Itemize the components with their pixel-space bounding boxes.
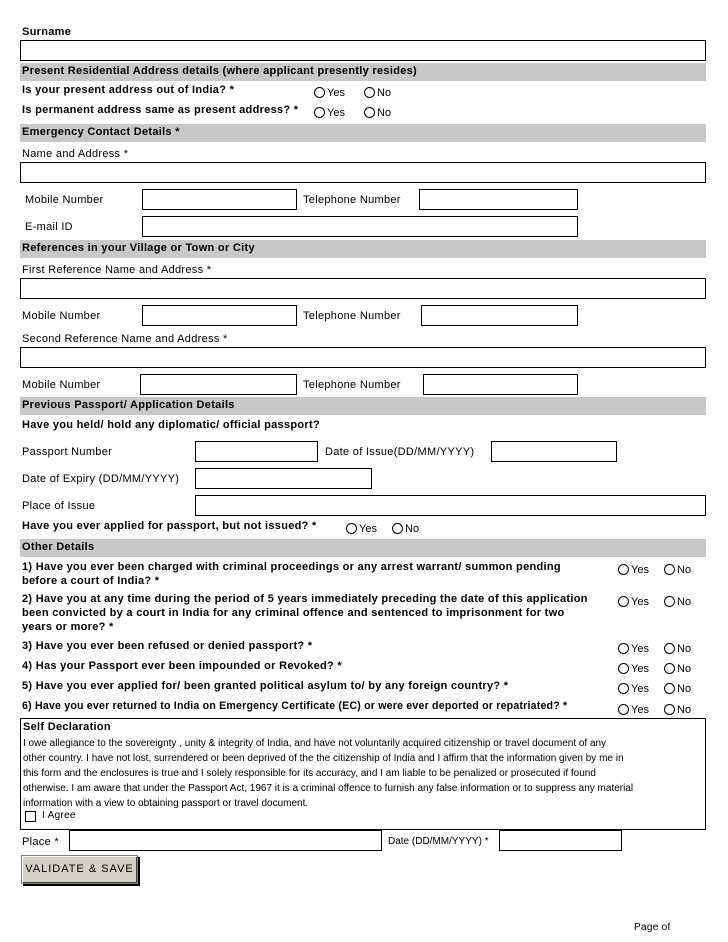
- agree-checkbox[interactable]: [25, 811, 36, 822]
- q2-yes-radio[interactable]: [618, 596, 629, 607]
- second-ref-mobile-label: Mobile Number: [22, 379, 101, 391]
- question-2-line1: 2) Have you at any time during the period of 5 years immediately preceding the date of this application: [22, 593, 588, 605]
- q1-no-label: No: [677, 564, 692, 576]
- question-1-line2: before a court of India? *: [22, 575, 160, 587]
- date-of-issue-field[interactable]: [491, 441, 617, 462]
- emergency-email-label: E-mail ID: [25, 221, 73, 233]
- out-of-india-no-label: No: [377, 87, 392, 99]
- q6-yes-radio[interactable]: [618, 704, 629, 715]
- question-permanent-same: Is permanent address same as present address? *: [22, 104, 299, 116]
- q1-yes-label: Yes: [631, 564, 649, 576]
- section-other-details: [20, 539, 706, 557]
- second-reference-label: Second Reference Name and Address *: [22, 333, 228, 345]
- question-applied-not-issued: Have you ever applied for passport, but not issued? *: [22, 520, 317, 532]
- surname-label: Surname: [22, 26, 72, 38]
- declaration-line: I owe allegiance to the sovereignty , unity & integrity of India, and have not voluntarily acquired citizenship or travel document of any: [23, 738, 607, 749]
- section-emergency-title: Emergency Contact Details *: [22, 126, 180, 138]
- second-ref-telephone-label: Telephone Number: [303, 379, 401, 391]
- page-of-label: Page of: [634, 922, 671, 933]
- q1-no-radio[interactable]: [664, 564, 675, 575]
- q3-no-radio[interactable]: [664, 643, 675, 654]
- q6-no-radio[interactable]: [664, 704, 675, 715]
- out-of-india-yes-label: Yes: [327, 87, 345, 99]
- first-ref-mobile-label: Mobile Number: [22, 310, 101, 322]
- out-of-india-no-radio[interactable]: [364, 87, 375, 98]
- section-other-details-title: Other Details: [22, 541, 95, 553]
- q5-no-radio[interactable]: [664, 683, 675, 694]
- emergency-name-address-label: Name and Address *: [22, 148, 129, 160]
- out-of-india-yes-radio[interactable]: [314, 87, 325, 98]
- q1-yes-radio[interactable]: [618, 564, 629, 575]
- date-of-issue-label: Date of Issue(DD/MM/YYYY): [325, 446, 475, 458]
- question-2-line2: been convicted by a court in India for any criminal offence and sentenced to imprisonment for two: [22, 607, 565, 619]
- place-of-issue-label: Place of Issue: [22, 500, 96, 512]
- first-ref-telephone-field[interactable]: [421, 305, 578, 326]
- date-field[interactable]: [499, 830, 622, 851]
- q2-yes-label: Yes: [631, 596, 649, 608]
- q4-yes-radio[interactable]: [618, 663, 629, 674]
- q2-no-radio[interactable]: [664, 596, 675, 607]
- q5-yes-label: Yes: [631, 683, 649, 695]
- q5-yes-radio[interactable]: [618, 683, 629, 694]
- q6-no-label: No: [677, 704, 692, 716]
- question-3: 3) Have you ever been refused or denied passport? *: [22, 640, 313, 652]
- question-6: 6) Have you ever returned to India on Emergency Certificate (EC) or were ever deported or repatriated? *: [22, 700, 568, 712]
- first-reference-label: First Reference Name and Address *: [22, 264, 212, 276]
- question-1-line1: 1) Have you ever been charged with criminal proceedings or any arrest warrant/ summon pending: [22, 561, 561, 573]
- section-references-title: References in your Village or Town or City: [22, 242, 255, 254]
- section-previous-passport: [20, 397, 706, 415]
- declaration-line: this form and the enclosures is true and I solely responsible for its accuracy, and I am liable to be penalized or prosecuted if found: [23, 768, 596, 779]
- emergency-mobile-field[interactable]: [142, 189, 297, 210]
- q3-yes-label: Yes: [631, 643, 649, 655]
- self-declaration-title: Self Declaration: [23, 721, 111, 733]
- surname-field[interactable]: [20, 40, 706, 61]
- date-of-expiry-field[interactable]: [195, 468, 372, 489]
- place-field[interactable]: [69, 830, 382, 851]
- applied-not-issued-no-label: No: [405, 523, 420, 535]
- permanent-same-yes-label: Yes: [327, 107, 345, 119]
- q6-yes-label: Yes: [631, 704, 649, 716]
- permanent-same-no-radio[interactable]: [364, 107, 375, 118]
- permanent-same-yes-radio[interactable]: [314, 107, 325, 118]
- section-emergency: [20, 124, 706, 142]
- section-references: [20, 240, 706, 258]
- emergency-mobile-label: Mobile Number: [25, 194, 104, 206]
- first-ref-mobile-field[interactable]: [142, 305, 297, 326]
- section-previous-passport-title: Previous Passport/ Application Details: [22, 399, 235, 411]
- applied-not-issued-yes-radio[interactable]: [346, 523, 357, 534]
- place-of-issue-field[interactable]: [195, 495, 706, 516]
- q2-no-label: No: [677, 596, 692, 608]
- q5-no-label: No: [677, 683, 692, 695]
- permanent-same-no-label: No: [377, 107, 392, 119]
- date-label: Date (DD/MM/YYYY) *: [388, 836, 489, 847]
- question-4: 4) Has your Passport ever been impounded or Revoked? *: [22, 660, 343, 672]
- place-label: Place *: [22, 836, 59, 848]
- section-present-address-title: Present Residential Address details (where applicant presently resides): [22, 65, 418, 77]
- emergency-name-address-field[interactable]: [20, 162, 706, 183]
- first-reference-field[interactable]: [20, 278, 706, 299]
- passport-number-label: Passport Number: [22, 446, 113, 458]
- validate-save-button[interactable]: VALIDATE & SAVE: [21, 855, 138, 884]
- emergency-telephone-label: Telephone Number: [303, 194, 401, 206]
- declaration-line: other country. I have not lost, surrendered or been deprived of the the citizenship of India and I affirm that the information given by me in: [23, 753, 624, 764]
- question-out-of-india: Is your present address out of India? *: [22, 84, 235, 96]
- agree-label: I Agree: [42, 810, 76, 821]
- date-of-expiry-label: Date of Expiry (DD/MM/YYYY): [22, 473, 180, 485]
- q4-no-radio[interactable]: [664, 663, 675, 674]
- q4-no-label: No: [677, 663, 692, 675]
- question-2-line3: years or more? *: [22, 621, 114, 633]
- passport-number-field[interactable]: [195, 441, 318, 462]
- q3-no-label: No: [677, 643, 692, 655]
- declaration-line: otherwise. I am aware that under the Passport Act, 1967 it is a criminal offence to furnish any false information or to suppress any material: [23, 783, 634, 794]
- self-declaration-text: [23, 736, 703, 811]
- section-present-address: [20, 63, 706, 81]
- declaration-line: information with a view to obtaining passport or travel document.: [23, 798, 309, 809]
- q3-yes-radio[interactable]: [618, 643, 629, 654]
- second-ref-mobile-field[interactable]: [140, 374, 297, 395]
- q4-yes-label: Yes: [631, 663, 649, 675]
- question-5: 5) Have you ever applied for/ been granted political asylum to/ by any foreign country? *: [22, 680, 509, 692]
- second-reference-field[interactable]: [20, 347, 706, 368]
- applied-not-issued-yes-label: Yes: [359, 523, 377, 535]
- second-ref-telephone-field[interactable]: [423, 374, 578, 395]
- first-ref-telephone-label: Telephone Number: [303, 310, 401, 322]
- applied-not-issued-no-radio[interactable]: [392, 523, 403, 534]
- emergency-telephone-field[interactable]: [419, 189, 578, 210]
- emergency-email-field[interactable]: [142, 216, 578, 237]
- self-declaration-box: [20, 718, 706, 830]
- question-diplomatic-passport: Have you held/ hold any diplomatic/ official passport?: [22, 419, 320, 431]
